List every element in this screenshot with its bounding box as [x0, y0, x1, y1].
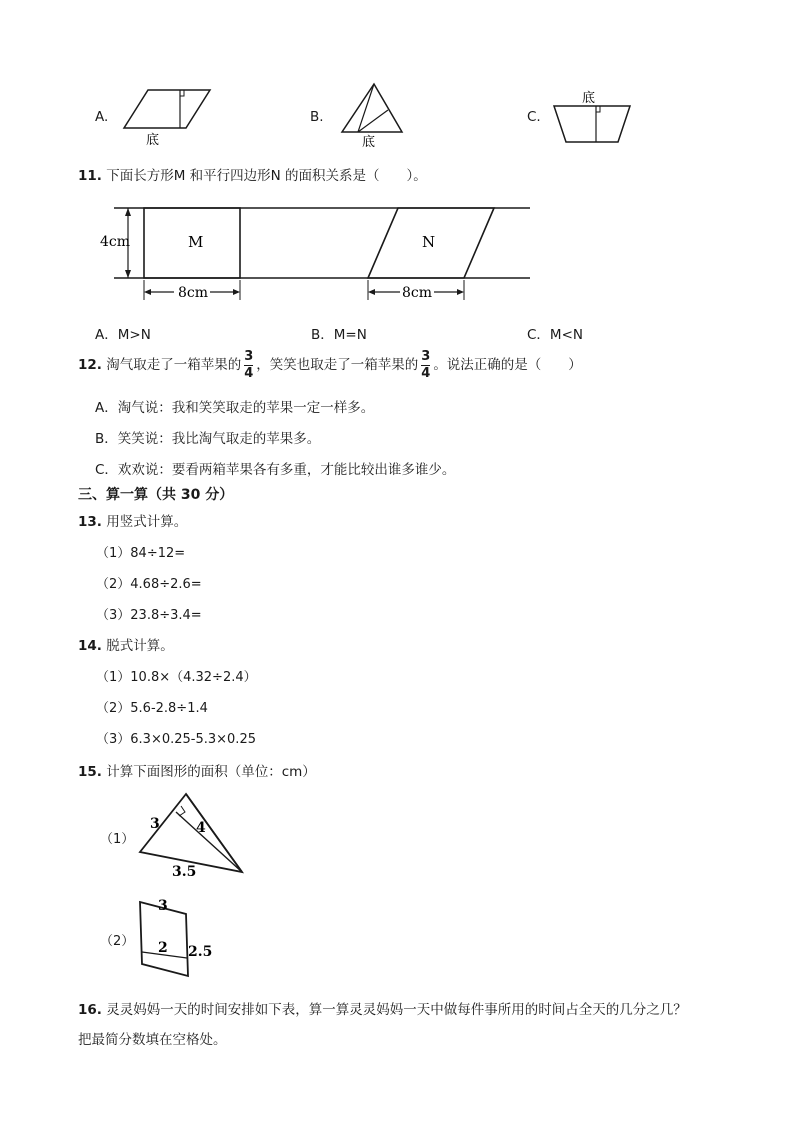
q10-parallelogram-figure: [118, 84, 218, 150]
q16-line1: 灵灵妈妈一天的时间安排如下表，算一算灵灵妈妈一天中做每件事所用的时间占全天的几分之几？: [106, 1002, 687, 1018]
q11-question: [78, 164, 427, 184]
q11-figure: [100, 196, 540, 306]
q13-item-2: （2）4.68÷2.6=: [96, 577, 202, 592]
q14-item-1: （1）10.8×（4.32÷2.4）: [96, 670, 257, 685]
q11-height-label: 4cm: [100, 234, 131, 250]
q11-base1-label: 8cm: [178, 285, 209, 301]
parallelogram-n-label: N: [422, 233, 436, 251]
q10-option-c-letter: C.: [527, 109, 541, 125]
q12-text-part3: 。说法正确的是（ ）: [433, 357, 582, 373]
q10-a-base-label: 底: [146, 133, 160, 148]
q12-number: 12.: [78, 357, 102, 373]
q13-number: 13.: [78, 514, 102, 530]
q15-number: 15.: [78, 764, 102, 780]
q14-question: [78, 634, 174, 654]
q11-option-c[interactable]: C．M<N: [527, 327, 583, 343]
q14-item-2: （2）5.6-2.8÷1.4: [96, 701, 208, 716]
q15-fig2-top: 3: [158, 898, 168, 914]
q11-option-b[interactable]: B．M=N: [311, 327, 367, 343]
q10-b-base-label: 底: [362, 135, 376, 150]
q10-c-base-label: 底: [582, 91, 596, 106]
q10-option-a-letter: A.: [95, 109, 109, 125]
q10-trapezoid-figure: [552, 86, 636, 150]
q13-text: 用竖式计算。: [106, 514, 188, 530]
q13-item-3: （3）23.8÷3.4=: [96, 608, 202, 623]
q12-question: [78, 348, 582, 382]
q15-fig2-height: 2: [158, 940, 168, 956]
q11-base2-label: 8cm: [402, 285, 433, 301]
q11-number: 11.: [78, 168, 102, 184]
q15-fig1-label: （1）: [100, 832, 135, 847]
q15-question: [78, 760, 316, 780]
q14-item-3: （3）6.3×0.25-5.3×0.25: [96, 732, 256, 747]
q12-text-part2: ，笑笑也取走了一箱苹果的: [256, 357, 419, 373]
q10-option-b-letter: B.: [310, 109, 324, 125]
q12-fraction-2: $\frac{3}{4}$: [421, 348, 431, 381]
q15-fig1-side-c: 3.5: [172, 864, 197, 880]
q14-number: 14.: [78, 638, 102, 654]
q12-fraction-1: $\frac{3}{4}$: [244, 348, 254, 381]
q15-fig2-side: 2.5: [188, 944, 213, 960]
q15-fig2-label: （2）: [100, 934, 135, 949]
q12-option-a[interactable]: A．淘气说：我和笑笑取走的苹果一定一样多。: [95, 400, 375, 416]
rectangle-m-label: M: [188, 233, 204, 251]
q13-question: [78, 510, 187, 530]
q16-question: [78, 998, 687, 1018]
q15-parallelogram-figure: [130, 894, 220, 984]
q15-fig1-side-a: 3: [150, 816, 160, 832]
section-3-title: 三、算一算（共 30 分）: [78, 487, 234, 503]
q11-text: 下面长方形M 和平行四边形N 的面积关系是（ ）。: [106, 168, 427, 184]
q10-triangle-figure: [336, 80, 410, 150]
q14-text: 脱式计算。: [106, 638, 174, 654]
q12-option-b[interactable]: B．笑笑说：我比淘气取走的苹果多。: [95, 431, 321, 447]
q13-item-1: （1）84÷12=: [96, 546, 186, 561]
q15-fig1-side-b: 4: [196, 820, 206, 836]
q12-option-c[interactable]: C．欢欢说：要看两箱苹果各有多重，才能比较出谁多谁少。: [95, 462, 456, 478]
q15-text: 计算下面图形的面积（单位：cm）: [106, 764, 316, 780]
q11-option-a[interactable]: A．M>N: [95, 327, 151, 343]
q12-text-part1: 淘气取走了一箱苹果的: [106, 357, 242, 373]
q16-line2: 把最简分数填在空格处。: [78, 1032, 227, 1048]
q16-number: 16.: [78, 1002, 102, 1018]
q15-triangle-figure: [130, 786, 250, 880]
